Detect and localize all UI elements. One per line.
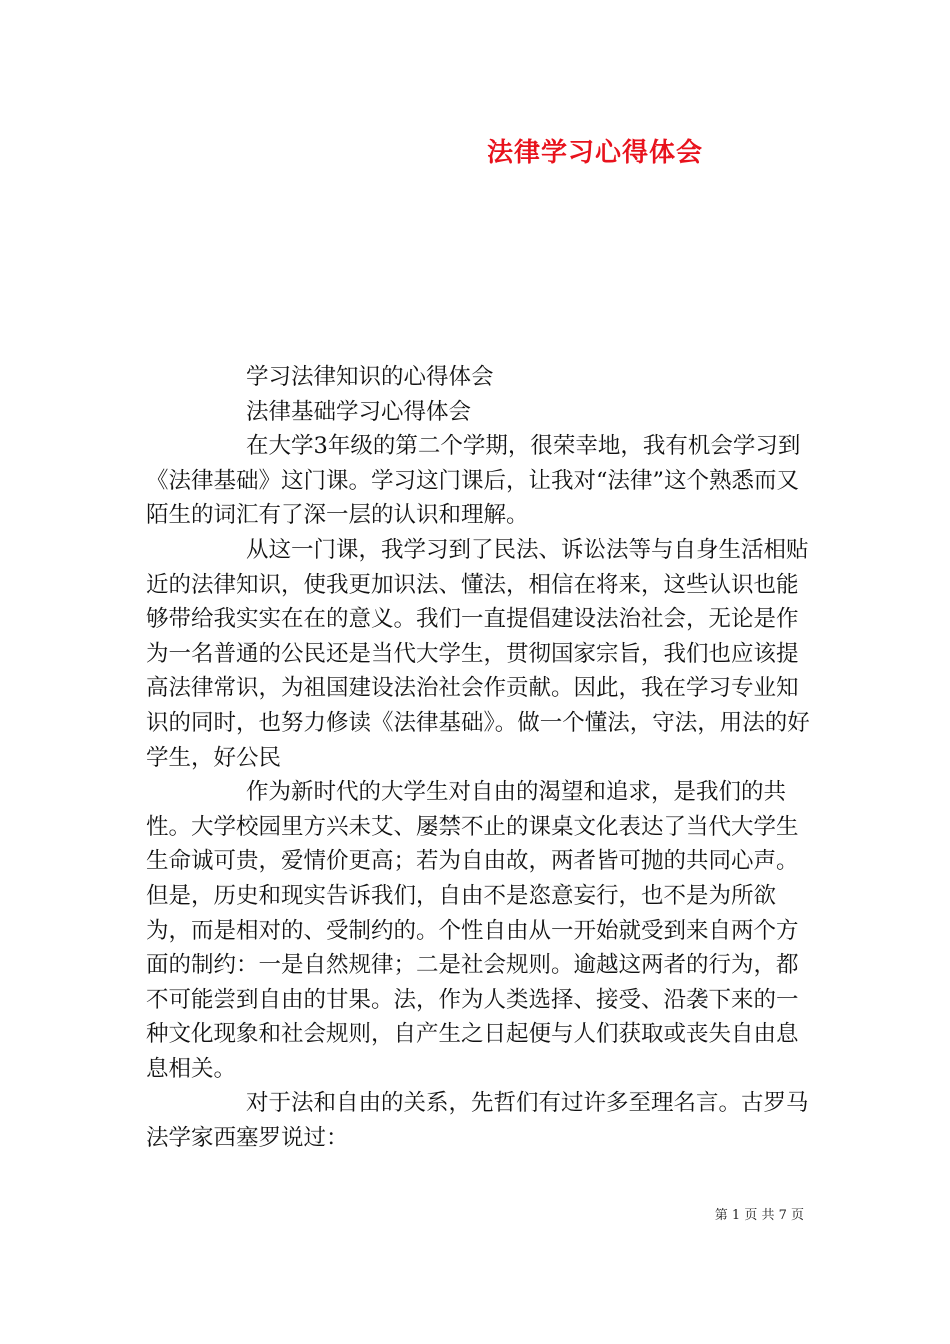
- document-body: [146, 360, 816, 1156]
- paragraph-heading-2: 法律基础学习心得体会: [246, 398, 472, 425]
- document-title: 法律学习心得体会: [487, 138, 704, 168]
- paragraph: 对于法和自由的关系，先哲们有过许多至理名言。古罗马法学家西塞罗说过：: [146, 1090, 809, 1152]
- page-number-footer: 第 1 页 共 7 页: [714, 1208, 804, 1223]
- paragraph-heading-1: 学习法律知识的心得体会: [246, 364, 494, 390]
- paragraph: 在大学3年级的第二个学期，很荣幸地，我有机会学习到《法律基础》这门课。学习这门课后，让我对“法律”这个熟悉而又陌生的词汇有了深一层的认识和理解。: [146, 433, 801, 529]
- paragraph: 从这一门课，我学习到了民法、诉讼法等与自身生活相贴近的法律知识，使我更加识法、懂法，相信在将来，这些认识也能够带给我实实在在的意义。我们一直提倡建设法治社会，无论是作为一名普通的公民还是当代大学生，贯彻国家宗旨，我们也应该提高法律常识，为祖国建设法治社会作贡献。因此，我在学习专业知识的同时，也努力修读《法律基础》。做一个懂法，守法，用法的好学生，好公民: [146, 536, 810, 771]
- paragraph: 作为新时代的大学生对自由的渴望和追求，是我们的共性。大学校园里方兴未艾、屡禁不止的课桌文化表达了当代大学生生命诚可贵，爱情价更高；若为自由故，两者皆可抛的共同心声。但是，历史和现实告诉我们，自由不是恣意妄行，也不是为所欲为，而是相对的、受制约的。个性自由从一开始就受到来自两个方面的制约：一是自然规律；二是社会规则。逾越这两者的行为，都不可能尝到自由的甘果。法，作为人类选择、接受、沿袭下来的一种文化现象和社会规则，自产生之日起便与人们获取或丧失自由息息相关。: [146, 779, 799, 1082]
